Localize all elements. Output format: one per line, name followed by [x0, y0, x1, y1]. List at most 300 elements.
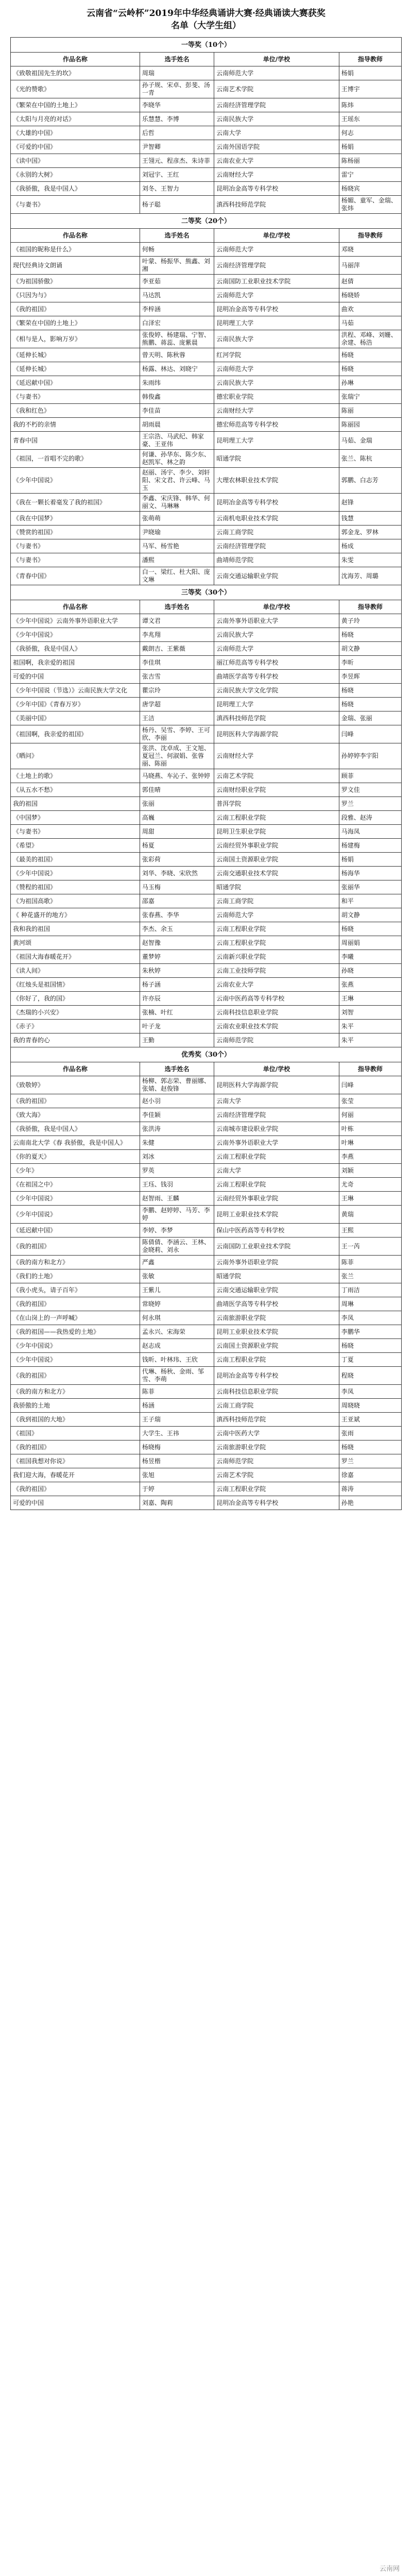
teacher-cell: 张雨: [339, 1427, 401, 1440]
teacher-cell: 段雅、赵涛: [339, 811, 401, 825]
unit-cell: 云南工程职业学院: [214, 811, 339, 825]
unit-cell: 曲靖医学高等专科学校: [214, 670, 339, 684]
table-row: [11, 783, 402, 797]
work-name-cell: 《少年中国说》云南外事外语职业大学: [11, 614, 140, 628]
table-row: [11, 275, 402, 289]
unit-cell: 云南工商学院: [214, 1399, 339, 1413]
readers-cell: 董梦婷: [140, 950, 214, 964]
work-name-cell: 《土地上的歌》: [11, 769, 140, 783]
section-title: 二等奖（20个）: [11, 214, 402, 229]
readers-cell: 王紫儿: [140, 1283, 214, 1297]
work-name-cell: 《祖国我想对你说》: [11, 1454, 140, 1468]
readers-cell: 李梓涵: [140, 302, 214, 316]
column-header-unit: 单位/学校: [214, 229, 339, 243]
table-row: [11, 1206, 402, 1224]
unit-cell: 云南师范大学: [214, 66, 339, 80]
teacher-cell: 孙琳: [339, 376, 401, 390]
teacher-cell: 张燕: [339, 978, 401, 992]
column-header-teacher: 指导教师: [339, 600, 401, 614]
unit-cell: 云南农业大学: [214, 154, 339, 168]
work-name-cell: 《我骄傲，我是中国人》: [11, 182, 140, 196]
teacher-cell: 黄瑞: [339, 1206, 401, 1224]
teacher-cell: 李昱晖: [339, 670, 401, 684]
table-row: [11, 894, 402, 908]
teacher-cell: 张莹: [339, 1094, 401, 1108]
teacher-cell: 陈杨丽: [339, 154, 401, 168]
table-row: [11, 316, 402, 330]
readers-cell: 孟永兴、宋海荣: [140, 1325, 214, 1339]
unit-cell: 云南民族大学: [214, 330, 339, 348]
unit-cell: 云南民族大学文化学院: [214, 684, 339, 698]
readers-cell: 赵智豫: [140, 936, 214, 950]
unit-cell: 曲靖医学高等专科学校: [214, 1297, 339, 1311]
work-name-cell: 《与妻书》: [11, 390, 140, 404]
work-name-cell: 《希望》: [11, 839, 140, 853]
unit-cell: 云南工程职业学院: [214, 1178, 339, 1192]
readers-cell: 杨晓梅: [140, 1440, 214, 1454]
table-row: [11, 769, 402, 783]
readers-cell: 赵丽、汤宇、李少、刘轩阳、宋文君、许云峰、马玉: [140, 468, 214, 494]
work-name-cell: 《祖国大海春暖花开》: [11, 950, 140, 964]
teacher-cell: 赵倩: [339, 275, 401, 289]
work-name-cell: 《少年》: [11, 1164, 140, 1178]
unit-cell: 昆明医科大学海源学院: [214, 725, 339, 743]
table-row: [11, 418, 402, 432]
unit-cell: 云南艺术学院: [214, 1468, 339, 1482]
teacher-cell: 洪程、邓峰、刘姗、余建、杨浩: [339, 330, 401, 348]
work-name-cell: 《我们的土地》: [11, 1269, 140, 1283]
table-row: [11, 628, 402, 642]
unit-cell: 云南中医药大学: [214, 1427, 339, 1440]
readers-cell: 刘冬、王智力: [140, 182, 214, 196]
unit-cell: 滇西科技师范学院: [214, 711, 339, 725]
unit-cell: 云南民族大学: [214, 112, 339, 126]
page-title: 云南省“云岭杯”2019年中华经典诵讲大赛·经典诵读大赛获奖: [87, 8, 325, 19]
section-title: 优秀奖（30个）: [11, 1047, 402, 1062]
unit-cell: 昆明工业职业技术学院: [214, 1325, 339, 1339]
table-row: [11, 494, 402, 512]
unit-cell: 德宏师范高等专科学校: [214, 418, 339, 432]
readers-cell: 郭佳晴: [140, 783, 214, 797]
table-row: [11, 1413, 402, 1427]
table-row: [11, 725, 402, 743]
teacher-cell: 蒋涛: [339, 1482, 401, 1496]
work-name-cell: 《光的赞歌》: [11, 80, 140, 98]
readers-cell: 张萌萌: [140, 512, 214, 526]
readers-cell: 谭文君: [140, 614, 214, 628]
table-row: [11, 348, 402, 362]
readers-cell: 赵小羽: [140, 1094, 214, 1108]
table-row: [11, 1192, 402, 1206]
readers-cell: 刘华、李晓、宋欣然: [140, 867, 214, 880]
unit-cell: 云南农业职业技术学院: [214, 1020, 339, 1033]
table-row: [11, 811, 402, 825]
unit-cell: 云南工商学院: [214, 894, 339, 908]
work-name-cell: 《我到祖国的大地》: [11, 1413, 140, 1427]
teacher-cell: 杨娟: [339, 140, 401, 154]
readers-cell: 罗英: [140, 1164, 214, 1178]
unit-cell: 云南经济管理学院: [214, 257, 339, 275]
table-row: [11, 302, 402, 316]
work-name-cell: 《祖国》: [11, 1427, 140, 1440]
teacher-cell: 杨海华: [339, 867, 401, 880]
work-name-cell: 我的青春的心: [11, 1033, 140, 1047]
teacher-cell: 李凤: [339, 1385, 401, 1399]
unit-cell: 云南财经大学: [214, 168, 339, 182]
work-name-cell: 《我的祖国》: [11, 1238, 140, 1256]
table-row: [11, 839, 402, 853]
unit-cell: 云南工商学院: [214, 526, 339, 539]
work-name-cell: 祖国啊，我亲爱的祖国: [11, 656, 140, 670]
table-row: [11, 154, 402, 168]
table-row: [11, 1353, 402, 1367]
work-name-cell: 《少年中国说》: [11, 468, 140, 494]
readers-cell: 叶蒙、杨振华、熊鑫、刘湘: [140, 257, 214, 275]
teacher-cell: 叶栋: [339, 1122, 401, 1136]
table-row: [11, 1385, 402, 1399]
table-row: [11, 1367, 402, 1385]
readers-cell: 李亚茹: [140, 275, 214, 289]
readers-cell: 高巍: [140, 811, 214, 825]
work-name-cell: 《相与是人，影响万岁》: [11, 330, 140, 348]
teacher-cell: 郭金龙、罗林: [339, 526, 401, 539]
column-header-row: [11, 229, 402, 243]
unit-cell: 云南经济管理学院: [214, 539, 339, 553]
work-name-cell: 《我的祖国》: [11, 1440, 140, 1454]
work-name-cell: 《少年中国》《青春万岁》: [11, 698, 140, 711]
table-row: [11, 1427, 402, 1440]
table-row: [11, 1269, 402, 1283]
work-name-cell: 《我的祖国》: [11, 302, 140, 316]
readers-cell: 张俊婷、杨建瑞、宁智、熊鹏、蒋蕊、庞紫晨: [140, 330, 214, 348]
table-row: [11, 468, 402, 494]
table-row: [11, 1238, 402, 1256]
readers-cell: 杨柳、郭志荣、曹丽娜、张婧、赵俊锋: [140, 1076, 214, 1094]
table-row: [11, 853, 402, 867]
table-row: [11, 1283, 402, 1297]
work-name-cell: 《延迟献中国》: [11, 376, 140, 390]
table-row: [11, 992, 402, 1006]
table-row: [11, 539, 402, 553]
readers-cell: 于婷: [140, 1482, 214, 1496]
unit-cell: 云南大学: [214, 126, 339, 140]
readers-cell: 王翎元、程彦杰、朱诗菲: [140, 154, 214, 168]
table-row: [11, 825, 402, 839]
table-row: [11, 698, 402, 711]
teacher-cell: 刘智: [339, 1006, 401, 1020]
table-row: [11, 1325, 402, 1339]
readers-cell: 白一、梁红、杜大阳、庞文琳: [140, 567, 214, 585]
teacher-cell: 张瑞宁: [339, 390, 401, 404]
work-name-cell: 《祖国，一首唱不完的歌》: [11, 450, 140, 468]
work-name-cell: 黄河颂: [11, 936, 140, 950]
work-name-cell: 青春中国: [11, 432, 140, 450]
table-row: [11, 1108, 402, 1122]
work-name-cell: 《从五水不愁》: [11, 783, 140, 797]
unit-cell: 昆明理工大学: [214, 432, 339, 450]
work-name-cell: 《大雄的中国》: [11, 126, 140, 140]
readers-cell: 刘嘉、陶莉: [140, 1496, 214, 1510]
readers-cell: 何畅: [140, 243, 214, 257]
table-row: [11, 880, 402, 894]
unit-cell: 云南艺术学院: [214, 80, 339, 98]
work-name-cell: 《杰瑞的小兴安》: [11, 1006, 140, 1020]
table-row: [11, 112, 402, 126]
teacher-cell: 张丽华: [339, 880, 401, 894]
unit-cell: 昆明冶金高等专科学校: [214, 182, 339, 196]
readers-cell: 大学生、王祎: [140, 1427, 214, 1440]
teacher-cell: 胡文静: [339, 908, 401, 922]
readers-cell: 李鹏、赵婷婷、马芳、李婷: [140, 1206, 214, 1224]
unit-cell: 昭通学院: [214, 1269, 339, 1283]
teacher-cell: 丁夏: [339, 1353, 401, 1367]
teacher-cell: 何志: [339, 126, 401, 140]
readers-cell: 朱健: [140, 1136, 214, 1150]
readers-cell: 孙子规、宋卓、彭斐、汤一青: [140, 80, 214, 98]
work-name-cell: 《祖国的昵称是什么》: [11, 243, 140, 257]
table-row: [11, 1006, 402, 1020]
table-row: [11, 1224, 402, 1238]
work-name-cell: 《与妻书》: [11, 553, 140, 567]
readers-cell: 马军、杨雪艳: [140, 539, 214, 553]
teacher-cell: 郭鹏、白志芳: [339, 468, 401, 494]
unit-cell: 云南旅游职业学院: [214, 1311, 339, 1325]
unit-cell: 云南科技信息职业学院: [214, 1006, 339, 1020]
work-name-cell: 《赤子》: [11, 1020, 140, 1033]
unit-cell: 云南国土资源职业学院: [214, 853, 339, 867]
work-name-cell: 《在山岗上的一声呼喊》: [11, 1311, 140, 1325]
teacher-cell: 杨晓: [339, 628, 401, 642]
unit-cell: 昆明冶金高等专科学校: [214, 494, 339, 512]
column-header-row: [11, 600, 402, 614]
readers-cell: 马晓燕、车沁子、张钟婷: [140, 769, 214, 783]
work-name-cell: 《我的祖国》: [11, 1297, 140, 1311]
teacher-cell: 王亚斌: [339, 1413, 401, 1427]
table-row: [11, 1256, 402, 1269]
work-name-cell: 《我的祖国——我热爱的土地》: [11, 1325, 140, 1339]
readers-cell: 张楠、叶红: [140, 1006, 214, 1020]
unit-cell: 昆明卫生职业学院: [214, 825, 339, 839]
work-name-cell: 《少年中国说》: [11, 1192, 140, 1206]
readers-cell: 尹晓瑜: [140, 526, 214, 539]
teacher-cell: 金瑞、张丽: [339, 711, 401, 725]
teacher-cell: 王熙: [339, 1224, 401, 1238]
teacher-cell: 罗兰: [339, 1454, 401, 1468]
teacher-cell: 杨晓: [339, 1440, 401, 1454]
unit-cell: 云南经济管理学院: [214, 1108, 339, 1122]
unit-cell: 云南工程职业学院: [214, 922, 339, 936]
work-name-cell: 现代经典诗文朗诵: [11, 257, 140, 275]
award-table-body: [11, 38, 402, 1510]
work-name-cell: 《我的南方和北方》: [11, 1385, 140, 1399]
readers-cell: 白泽宏: [140, 316, 214, 330]
unit-cell: 云南民族大学: [214, 628, 339, 642]
work-name-cell: 《你好了，我的国》: [11, 992, 140, 1006]
work-name-cell: 《为祖国高歌》: [11, 894, 140, 908]
teacher-cell: 和平: [339, 894, 401, 908]
table-row: [11, 1122, 402, 1136]
work-name-cell: 《致敬婷》: [11, 1076, 140, 1094]
readers-cell: 代琳、杨秋、金雨、邹雪、李萌: [140, 1367, 214, 1385]
teacher-cell: 钱慧: [339, 512, 401, 526]
unit-cell: 云南工程职业学院: [214, 936, 339, 950]
unit-cell: 云南师范大学: [214, 362, 339, 376]
readers-cell: 王宗浩、马武纪、韩家豪、王亚伟: [140, 432, 214, 450]
teacher-cell: 杨晓: [339, 348, 401, 362]
unit-cell: 昆明理工大学: [214, 698, 339, 711]
work-name-cell: 《只因为与》: [11, 289, 140, 302]
teacher-cell: 闫峰: [339, 725, 401, 743]
section-header: [11, 38, 402, 53]
teacher-cell: 李曦: [339, 950, 401, 964]
column-header-unit: 单位/学校: [214, 1062, 339, 1076]
work-name-cell: 《永别的大树》: [11, 168, 140, 182]
unit-cell: 云南工程职业学院: [214, 1482, 339, 1496]
work-name-cell: 《最美的祖国》: [11, 853, 140, 867]
section-header: [11, 1047, 402, 1062]
teacher-cell: 杨晓: [339, 684, 401, 698]
teacher-cell: 孙晓: [339, 964, 401, 978]
unit-cell: 云南师范大学: [214, 642, 339, 656]
work-name-cell: 我的不朽的亲情: [11, 418, 140, 432]
unit-cell: 云南外事外语职业学院: [214, 1256, 339, 1269]
work-name-cell: 《我骄傲，我是中国人》: [11, 642, 140, 656]
teacher-cell: 朱雯: [339, 553, 401, 567]
work-name-cell: 我们迎大海，春暖花开: [11, 1468, 140, 1482]
unit-cell: 滇西科技师范学院: [214, 1413, 339, 1427]
teacher-cell: 朱平: [339, 1033, 401, 1047]
work-name-cell: 《少年中国说》: [11, 867, 140, 880]
work-name-cell: 《少年中国说》: [11, 628, 140, 642]
unit-cell: 云南经贸外事职业学院: [214, 1192, 339, 1206]
work-name-cell: 《延伸长城》: [11, 348, 140, 362]
unit-cell: 昭通学院: [214, 450, 339, 468]
table-row: [11, 126, 402, 140]
teacher-cell: 王一芮: [339, 1238, 401, 1256]
teacher-cell: 马海凤: [339, 825, 401, 839]
unit-cell: 云南国防工业职业技术学院: [214, 1238, 339, 1256]
readers-cell: 陈菲: [140, 1385, 214, 1399]
readers-cell: 杨昱楷: [140, 1454, 214, 1468]
teacher-cell: 陈菲: [339, 1256, 401, 1269]
unit-cell: 保山中医药高等专科学校: [214, 1224, 339, 1238]
work-name-cell: 《太阳与月亮的对话》: [11, 112, 140, 126]
teacher-cell: 何丽: [339, 1108, 401, 1122]
readers-cell: 王珏、钱羽: [140, 1178, 214, 1192]
unit-cell: 云南机电职业技术学院: [214, 512, 339, 526]
teacher-cell: 马茹、金瑞: [339, 432, 401, 450]
table-row: [11, 526, 402, 539]
award-table: [10, 37, 402, 1510]
column-header-work: 作品名称: [11, 600, 140, 614]
column-header-row: [11, 53, 402, 66]
unit-cell: 普洱学院: [214, 797, 339, 811]
unit-cell: 云南外事外语职业大学: [214, 614, 339, 628]
unit-cell: 云南师范大学: [214, 243, 339, 257]
work-name-cell: 《你的夏天》: [11, 1150, 140, 1164]
unit-cell: 云南工程职业学院: [214, 1150, 339, 1164]
table-row: [11, 908, 402, 922]
readers-cell: 何谦、孙华东、陈少东、赵凯军、林之韵: [140, 450, 214, 468]
section-header: [11, 585, 402, 600]
teacher-cell: 马丽萍: [339, 257, 401, 275]
table-row: [11, 450, 402, 468]
work-name-cell: 《少年中国说》: [11, 1206, 140, 1224]
work-name-cell: 《少年中国说》: [11, 1353, 140, 1367]
work-name-cell: 《少年中国说（节选）》云南民族大学文化: [11, 684, 140, 698]
work-name-cell: 我和我的祖国: [11, 922, 140, 936]
table-row: [11, 376, 402, 390]
readers-cell: 邵嘉: [140, 894, 214, 908]
work-name-cell: 《中国梦》: [11, 811, 140, 825]
unit-cell: 云南国土资源职业学院: [214, 1339, 339, 1353]
teacher-cell: 周晓晓: [339, 1399, 401, 1413]
teacher-cell: 王琳: [339, 992, 401, 1006]
work-name-cell: 《与妻书》: [11, 196, 140, 214]
unit-cell: 德宏职业学院: [214, 390, 339, 404]
readers-cell: 张彩荷: [140, 853, 214, 867]
unit-cell: 云南新兴职业学院: [214, 950, 339, 964]
table-row: [11, 978, 402, 992]
unit-cell: 云南大学: [214, 1164, 339, 1178]
table-row: [11, 168, 402, 182]
unit-cell: 云南国防工业职业技术学院: [214, 275, 339, 289]
table-row: [11, 98, 402, 112]
teacher-cell: 丁雨洁: [339, 1283, 401, 1297]
readers-cell: 严鑫: [140, 1256, 214, 1269]
readers-cell: 赵志成: [140, 1339, 214, 1353]
column-header-work: 作品名称: [11, 53, 140, 66]
work-name-cell: 《延迟献中国》: [11, 1224, 140, 1238]
column-header-readers: 选手姓名: [140, 53, 214, 66]
unit-cell: 曲靖师范学院: [214, 553, 339, 567]
table-row: [11, 140, 402, 154]
readers-cell: 杨涵: [140, 1399, 214, 1413]
unit-cell: 云南农业大学: [214, 978, 339, 992]
unit-cell: 昆明冶金高等专科学校: [214, 1496, 339, 1510]
readers-cell: 赵智雨、王麟: [140, 1192, 214, 1206]
readers-cell: 李佳琪: [140, 656, 214, 670]
teacher-cell: 陈丽园: [339, 418, 401, 432]
readers-cell: 胡雨晨: [140, 418, 214, 432]
unit-cell: 云南交通运输职业学院: [214, 567, 339, 585]
work-name-cell: 《延伸长城》: [11, 362, 140, 376]
unit-cell: 昆明理工大学: [214, 316, 339, 330]
table-row: [11, 1496, 402, 1510]
table-row: [11, 1399, 402, 1413]
readers-cell: 杨子涵: [140, 978, 214, 992]
column-header-work: 作品名称: [11, 229, 140, 243]
teacher-cell: 周丽娟: [339, 936, 401, 950]
unit-cell: 云南师范大学: [214, 908, 339, 922]
unit-cell: 云南民族大学: [214, 376, 339, 390]
unit-cell: 云南科技信息职业学院: [214, 1385, 339, 1399]
work-name-cell: 《青春中国》: [11, 567, 140, 585]
work-name-cell: 《与妻书》: [11, 539, 140, 553]
teacher-cell: 沈海芳、周璐: [339, 567, 401, 585]
award-list-page: [10, 0, 402, 1510]
readers-cell: 李佳苗: [140, 404, 214, 418]
teacher-cell: 李凤: [339, 1311, 401, 1325]
table-row: [11, 404, 402, 418]
unit-cell: 昆明医科大学海源学院: [214, 1076, 339, 1094]
teacher-cell: 王瑶东: [339, 112, 401, 126]
teacher-cell: 李燕: [339, 1150, 401, 1164]
table-row: [11, 432, 402, 450]
unit-cell: 云南经贸外事职业学院: [214, 839, 339, 853]
readers-cell: 韩俊鑫: [140, 390, 214, 404]
teacher-cell: 罗兰: [339, 797, 401, 811]
